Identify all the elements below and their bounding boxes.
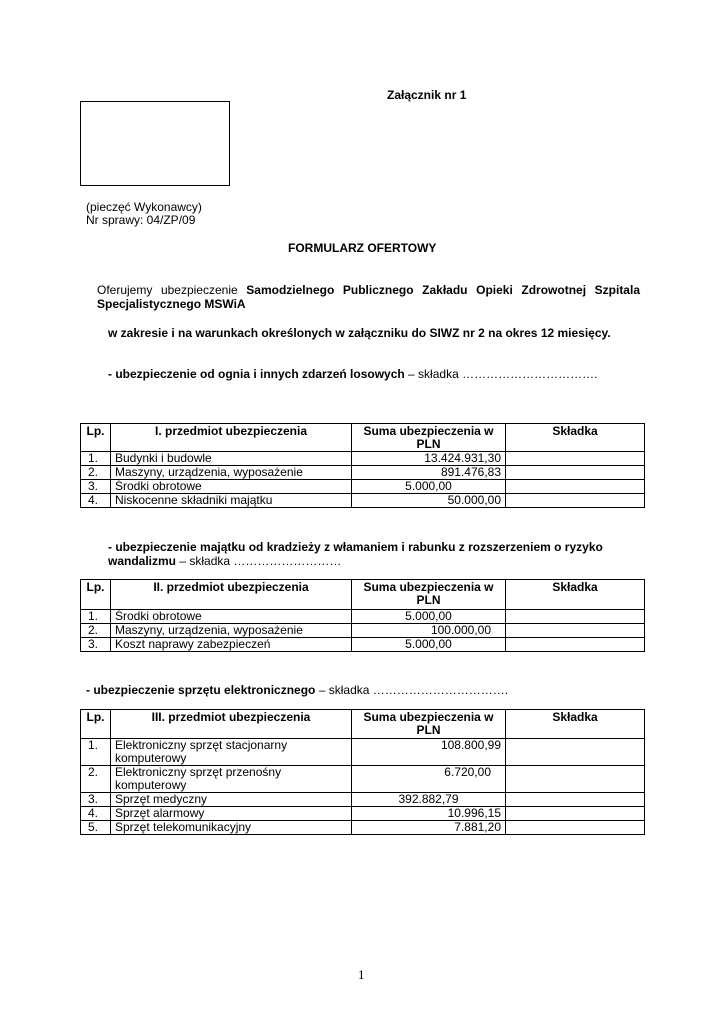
- section2-heading-line2: [108, 554, 341, 568]
- row-item: Elektroniczny sprzęt przenośny komputerowy: [111, 766, 352, 793]
- section3-heading-premium: – składka …………………………….: [315, 683, 509, 697]
- section3-heading-bold: - ubezpieczenie sprzętu elektronicznego: [86, 683, 316, 697]
- table-row: [81, 638, 645, 652]
- section1-table: [80, 423, 645, 508]
- row-premium-field[interactable]: [506, 480, 645, 494]
- row-premium-field[interactable]: [506, 452, 645, 466]
- row-item: Maszyny, urządzenia, wyposażenie: [111, 466, 352, 480]
- offer-intro-lead: Oferujemy ubezpieczenie: [97, 283, 247, 297]
- section3-table: [80, 709, 645, 835]
- section2-heading-bold: wandalizmu: [108, 554, 177, 568]
- row-sum: 392.882,79: [352, 793, 506, 807]
- row-lp: 3.: [81, 638, 111, 652]
- row-premium-field[interactable]: [506, 610, 645, 624]
- row-lp: 1.: [81, 739, 111, 766]
- offer-insured-name-cont: Specjalistycznego MSWiA: [97, 297, 246, 311]
- row-premium-field[interactable]: [506, 766, 645, 793]
- row-item: Środki obrotowe: [111, 480, 352, 494]
- row-sum: 108.800,99: [352, 739, 506, 766]
- col-header-lp: Lp.: [81, 424, 111, 452]
- row-item: Sprzęt medyczny: [111, 793, 352, 807]
- row-lp: 4.: [81, 807, 111, 821]
- row-sum: 5.000,00: [352, 480, 506, 494]
- table-row: [81, 610, 645, 624]
- section2-heading-premium: – składka ………………………: [176, 554, 342, 568]
- row-lp: 1.: [81, 610, 111, 624]
- row-premium-field[interactable]: [506, 624, 645, 638]
- table-header-row: [81, 580, 645, 610]
- row-sum: 891.476,83: [352, 466, 506, 480]
- form-title: FORMULARZ OFERTOWY: [288, 241, 437, 255]
- row-sum: 10.996,15: [352, 807, 506, 821]
- row-lp: 1.: [81, 452, 111, 466]
- row-sum: 5.000,00: [352, 638, 506, 652]
- table-header-row: [81, 710, 645, 739]
- col-header-sum: Suma ubezpieczenia w PLN: [352, 710, 506, 739]
- section1-heading-premium: – składka …………………………….: [404, 367, 598, 381]
- row-premium-field[interactable]: [506, 494, 645, 508]
- row-lp: 3.: [81, 793, 111, 807]
- col-header-premium: Składka: [506, 424, 645, 452]
- col-header-subject: III. przedmiot ubezpieczenia: [111, 710, 352, 739]
- row-sum: 6.720,00: [352, 766, 506, 793]
- row-premium-field[interactable]: [506, 466, 645, 480]
- table-row: [81, 821, 645, 835]
- col-header-lp: Lp.: [81, 580, 111, 610]
- row-item: Maszyny, urządzenia, wyposażenie: [111, 624, 352, 638]
- row-item: Elektroniczny sprzęt stacjonarny komputerowy: [111, 739, 352, 766]
- row-lp: 4.: [81, 494, 111, 508]
- table-row: [81, 807, 645, 821]
- row-lp: 5.: [81, 821, 111, 835]
- row-premium-field[interactable]: [506, 638, 645, 652]
- table-row: [81, 466, 645, 480]
- col-header-lp: Lp.: [81, 710, 111, 739]
- scope-text: w zakresie i na warunkach określonych w załączniku do SIWZ nr 2 na okres 12 miesięcy.: [108, 326, 611, 340]
- section2-heading-line1: - ubezpieczenie majątku od kradzieży z włamaniem i rabunku z rozszerzeniem o ryzyko: [108, 540, 603, 554]
- row-item: Środki obrotowe: [111, 610, 352, 624]
- offer-intro-line1: [97, 283, 640, 297]
- row-sum: 13.424.931,30: [352, 452, 506, 466]
- col-header-premium: Składka: [506, 580, 645, 610]
- table-row: [81, 766, 645, 793]
- row-item: Koszt naprawy zabezpieczeń: [111, 638, 352, 652]
- stamp-caption: (pieczęć Wykonawcy): [86, 200, 202, 214]
- case-number: Nr sprawy: 04/ZP/09: [86, 213, 196, 227]
- section1-heading: [108, 367, 597, 381]
- row-premium-field[interactable]: [506, 793, 645, 807]
- row-item: Sprzęt alarmowy: [111, 807, 352, 821]
- col-header-subject: I. przedmiot ubezpieczenia: [111, 424, 352, 452]
- table-row: [81, 793, 645, 807]
- section1-heading-bold: - ubezpieczenie od ognia i innych zdarzeń losowych: [108, 367, 405, 381]
- contractor-stamp-box: [80, 101, 230, 186]
- table-row: [81, 480, 645, 494]
- row-lp: 2.: [81, 624, 111, 638]
- row-item: Sprzęt telekomunikacyjny: [111, 821, 352, 835]
- table-row: [81, 494, 645, 508]
- table-row: [81, 452, 645, 466]
- section3-heading: [86, 683, 508, 697]
- col-header-subject: II. przedmiot ubezpieczenia: [111, 580, 352, 610]
- col-header-premium: Składka: [506, 710, 645, 739]
- col-header-sum: Suma ubezpieczenia w PLN: [352, 580, 506, 610]
- row-lp: 3.: [81, 480, 111, 494]
- row-sum: 50.000,00: [352, 494, 506, 508]
- attachment-label: Załącznik nr 1: [387, 88, 467, 102]
- row-premium-field[interactable]: [506, 739, 645, 766]
- row-sum: 100.000,00: [352, 624, 506, 638]
- offer-insured-name: Samodzielnego Publicznego Zakładu Opieki Zdrowotnej Szpitala: [246, 283, 640, 297]
- row-sum: 5.000,00: [352, 610, 506, 624]
- row-sum: 7.881,20: [352, 821, 506, 835]
- row-lp: 2.: [81, 466, 111, 480]
- row-premium-field[interactable]: [506, 807, 645, 821]
- row-item: Budynki i budowle: [111, 452, 352, 466]
- table-row: [81, 624, 645, 638]
- row-item: Niskocenne składniki majątku: [111, 494, 352, 508]
- table-row: [81, 739, 645, 766]
- row-premium-field[interactable]: [506, 821, 645, 835]
- row-lp: 2.: [81, 766, 111, 793]
- section2-table: [80, 579, 645, 652]
- table-header-row: [81, 424, 645, 452]
- page-number: 1: [358, 967, 365, 982]
- col-header-sum: Suma ubezpieczenia w PLN: [352, 424, 506, 452]
